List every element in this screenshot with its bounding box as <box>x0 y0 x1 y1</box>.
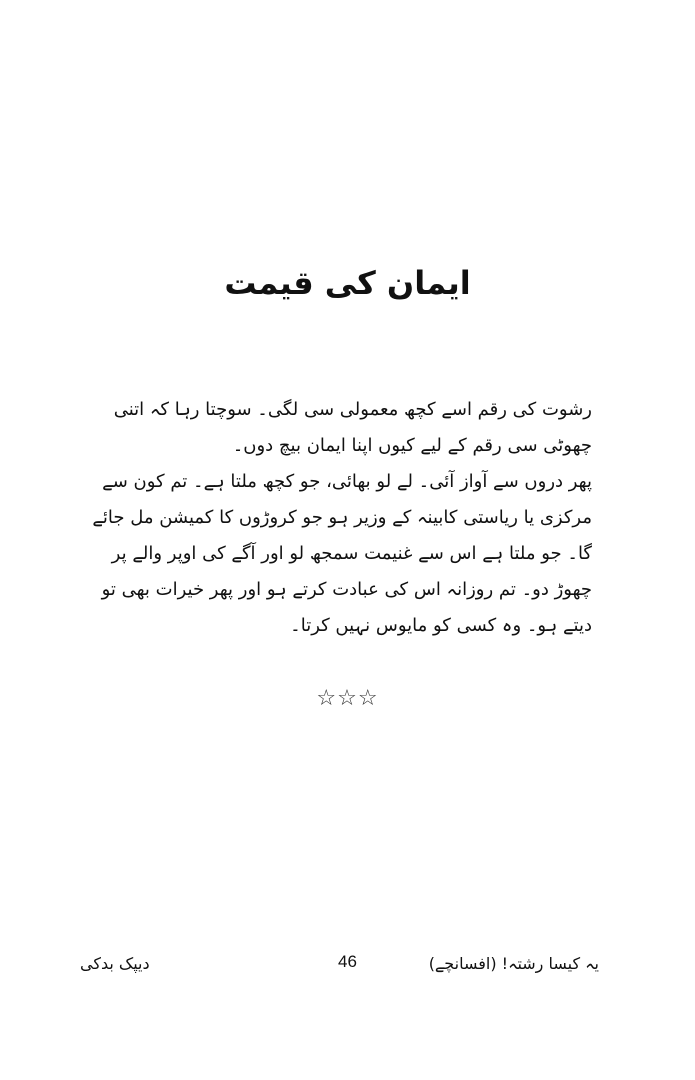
page-footer <box>0 948 695 984</box>
page-number: 46 <box>338 952 357 971</box>
story-body <box>92 392 592 644</box>
paragraph-1: رشوت کی رقم اسے کچھ معمولی سی لگی۔ سوچتا رہا کہ اتنی چھوٹی سی رقم کے لیے کیوں اپنا ایمان بیچ دوں۔ <box>113 399 592 456</box>
story-title: ایمان کی قیمت <box>224 264 471 302</box>
footer-book-title: یہ کیسا رشتہ! (افسانچے) <box>428 954 599 973</box>
section-separator: ☆☆☆ <box>316 686 379 711</box>
footer-author: دیپک بدکی <box>80 954 150 973</box>
paragraph-2: پھر دروں سے آواز آئی۔ لے لو بھائی، جو کچھ ملتا ہے۔ تم کون سے مرکزی یا ریاستی کابینہ کے وزیر ہو جو کروڑوں کا کمیشن مل جائے گا۔ جو ملتا ہے اس سے غنیمت سمجھ لو اور آگے کی اوپر والے پر چھوڑ دو۔ تم روزانہ اس کی عبادت کرتے ہو اور پھر خیرات بھی تو دیتے ہو۔ وہ کسی کو مایوس نہیں کرتا۔ <box>92 471 592 636</box>
